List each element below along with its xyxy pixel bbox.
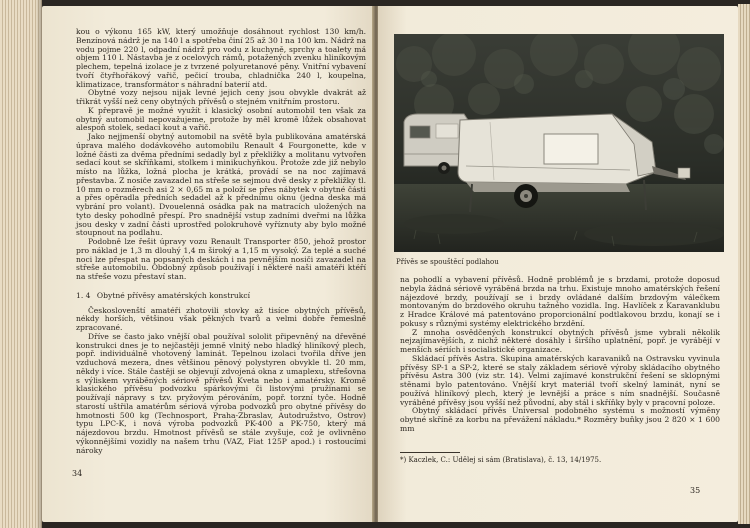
paragraph: Z mnoha osvědčených konstrukcí obytných přívěsů jsme vybrali několik nejzajímavějších, z nichž některé dosáhly i širšího uplatnění, popř. je vyrábějí v menších sériích i socialistické organizace. (400, 327, 720, 354)
caravan-photo (394, 34, 724, 252)
section-number: 1. 4 (76, 290, 91, 300)
paragraph: kou o výkonu 165 kW, který umožňuje dosáhnout rychlost 130 km/h. Benzínová nádrž je na 140 l a spotřeba činí 25 až 30 l na 100 km. Nádrž na vodu pojme 220 l, odpadní nádrž pro vodu z kuchyně, sprchy a toalety má objem 110 l. Nástavba je z ocelových rámů, potažených zvenku hliníkovým plechem, tepelná izolace je z tvrzené polyuretanové pěny. Vnitřní vybavení tvoří čtyřhořákový vařič, pečicí trouba, chladnička 240 l, koupelna, klimatizace, transformátor s náhradní baterií atd. (76, 27, 366, 89)
right-page (378, 6, 738, 522)
footnote-rule (400, 452, 460, 453)
left-page-text (76, 28, 366, 455)
paragraph: Jako nejjmenší obytný automobil na světě byla publikována amatérská úprava malého dodávkového automobilu Renault 4 Fourgonette, kde v ložné části za dvěma předními sedadly byl z překližky a molitanu vytvořen sedací kout se skříňkami, stolkem i minikuchyňkou. Protože zde již nebylo místo na lůžka, ložná plocha je krátká, provádí se na noc zajímavá přestavba. Z nosiče zavazadel na střeše se sejmou dvě desky z překližky tl. 10 mm o rozměrech asi 2 × 0,65 m a položí se přes nábytek v obytné části a přes opěradla předních sedadel až k přednímu oknu (jedna deska má vybrání pro volant). Dvouelenná osádka pak na matracích uložených na tyto desky pohodlně přespí. Pro snadnější vstup zadními dveřmi na lůžka jsou desky v zadní části uprostřed polokruhově vyříznuty aby bylo možné stoupnout na podlahu. (76, 132, 366, 238)
paragraph: Skládací přívěs Astra. Skupina amatérských karavaniků na Ostravsku vyvinula přívěsy SP-1 a SP-2, které se staly základem sériově výroby skládacího obytného přívěsu Astra 300 (viz str. 14). Velmi zajímavé konstrukční řešení se sklopnými stěnami bylo patentováno. Vnější kryt materiál tvoří skelný laminát, nyní se používá hliníkový plech, který je levnější a práce s ním snadnější. Současně vyráběné přívěsy jsou vyšší než původní, aby stál i skříňky byly v pracovní poloze. (400, 353, 720, 407)
page-edges-right (738, 4, 750, 524)
page-number-left: 34 (72, 469, 83, 478)
paragraph: Obytné vozy nejsou nijak levné jejich ceny jsou obvykle dvakrát až třikrát vyšší než ceny obytných přívěsů o stejném vnitřním prostoru. (76, 88, 366, 106)
page-edges-left (0, 0, 42, 528)
paragraph: Dříve se často jako vnější obal používal sololit připevněný na dřevěné konstrukci dnes je to nejčastěji jemně vlnitý nebo hladký hliníkový plech, popř. individuálně vhotovený laminát. Tepelnou izolaci tvořila dříve jen vzduchová mezera, dnes většinou pěnový polystyren obvykle tl. 20 mm, někdy i více. Stále častěji se objevují zdvojená okna z umaplexu, střešovna s výliskem vyráběných sériově přívěsů Kvetа nebo i amatérsky. Kromě klasického přívěsu podvozku spárkovými či listovými pružinami se používají nápravy s tzv. pryžovým pérováním, popř. torzní tyče. Hodně starostí uštřila amatérům sériová výroba podvozků pro obytné přívěsy do hmotnosti 500 kg (Technosport, Praha-Zbraslav, Autodružstvo, Ostrov) typu LPC-K, i nová výroba podvozků PK-400 a PK-750, který má nájezdovou brzdu. Hmotnost přívěsů se stále zvyšuje, což je ovlivněno výkonnějšími vozidly na našem trhu (VAZ, Fiat 125P apod.) i rostoucími nároky (76, 331, 366, 455)
paragraph: Obytný skládací přívěs Universal podobného systému s možností výměny obytné skříně za korbu na převážení nákladu.* Rozměry buňky jsou 2 820 × 1 600 mm (400, 406, 720, 433)
photo-caption: Přívěs se spouštěcí podlahou (396, 258, 499, 266)
section-heading (76, 292, 366, 301)
paragraph: K přepravě je možné využít i klasický osobní automobil ten však za obytný automobil nepovažujeme, protože by měl kromě lůžek obsahovat alespoň stolek, sedací kout a vařič. (76, 105, 366, 133)
section-title: Obytné přívěsy amatérských konstrukcí (96, 290, 251, 300)
paragraph: Podobně lze řešit úpravy vozu Renault Transporter 850, jehož prostor pro náklad je 1,3 m dlouhý 1,4 m široký a 1,15 m vysoký. Za teplé a suché noci lze přespat na popsaných deskách i na pevnějším nosiči zavazadel na střeše automobilu. Obdobný způsob používají i některé naši amatéři ktéří na střeše vozu přestaví stan. (76, 237, 366, 281)
right-page-text (400, 276, 720, 434)
left-page (42, 6, 374, 522)
paragraph: Českoslovenští amatéři zhotovili stovky až tisíce obytných přívěsů, nékdy horších, většinou však pěkných tvarů a velmi dobře řemeslně zpracované. (76, 305, 366, 332)
paragraph: na pohodlí a vybavení přívěsů. Hodně problémů je s brzdami, protože doposud nebyla žádná sériově vyráběná brzda na trhu. Existuje mnoho amatérských řešení nájezdové brzdy, používají se i brzdy ovládané dalším brzdovým válečkem montovaným do brzdového okruhu tažného vozidla. Ing. Havlíček z Karavanklubu z Hradce Králové má patentováno proporcionální podtlakovou brzdu, konají se i pokusy s různými systémy elektrického brzdění. (400, 275, 720, 328)
footnote: *) Kaczlek, C.: Udělej si sám (Bratislava), č. 13, 14/1975. (400, 456, 602, 464)
page-number-right: 35 (690, 486, 701, 495)
